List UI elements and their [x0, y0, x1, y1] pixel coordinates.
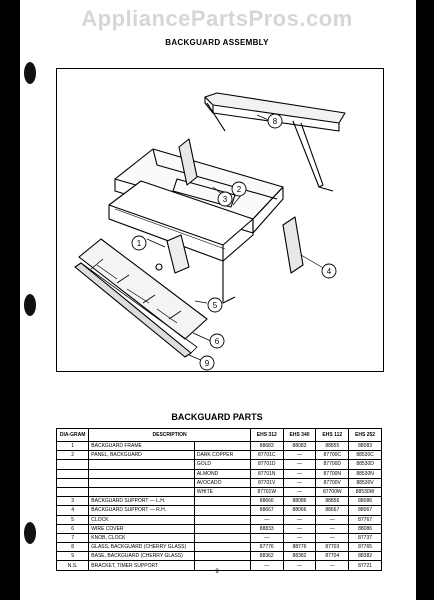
table-cell: 87701D	[250, 460, 283, 469]
table-cell: GLASS, BACKGUARD (CHERRY GLASS)	[89, 543, 195, 552]
table-row	[57, 469, 382, 478]
table-cell: WHITE	[194, 487, 250, 496]
table-cell: CLOCK	[89, 515, 195, 524]
table-cell	[194, 515, 250, 524]
table-cell: AVOCADO	[194, 478, 250, 487]
table-cell: 87701N	[250, 469, 283, 478]
column-header: DESCRIPTION	[89, 429, 251, 442]
table-cell: 88067	[349, 506, 382, 515]
table-cell: —	[316, 533, 349, 542]
right-support-part	[283, 217, 303, 273]
backguard-drawing	[57, 69, 383, 371]
table-row	[57, 515, 382, 524]
table-row	[57, 487, 382, 496]
table-cell: 88776	[283, 543, 316, 552]
table-cell: 88855	[316, 442, 349, 451]
table-cell: 5	[57, 515, 89, 524]
table-cell: PANEL, BACKGUARD	[89, 451, 195, 460]
table-cell: 88833	[250, 524, 283, 533]
table-cell	[57, 469, 89, 478]
table-cell: 88530D	[349, 460, 382, 469]
column-header: EHS 252	[349, 429, 382, 442]
table-cell: 87737	[349, 533, 382, 542]
table-cell	[89, 469, 195, 478]
table-cell: 88666	[250, 497, 283, 506]
table-cell: BACKGUARD SUPPORT — R.H.	[89, 506, 195, 515]
table-row	[57, 506, 382, 515]
parts-table	[56, 428, 382, 571]
table-cell: —	[250, 561, 283, 570]
table-cell: 88530V	[349, 478, 382, 487]
table-cell: —	[250, 533, 283, 542]
column-header: DIA-GRAM	[57, 429, 89, 442]
callout-number: 4	[326, 267, 332, 276]
table-cell: 88382	[283, 552, 316, 561]
table-cell: GOLD	[194, 460, 250, 469]
table-cell: WIRE COVER	[89, 524, 195, 533]
table-cell: 87700N	[316, 469, 349, 478]
table-cell	[194, 543, 250, 552]
table-cell: —	[283, 533, 316, 542]
table-cell: 7	[57, 533, 89, 542]
table-cell: N.S.	[57, 561, 89, 570]
column-header: EHS 112	[316, 429, 349, 442]
table-cell: 88066	[283, 506, 316, 515]
table-cell: —	[283, 515, 316, 524]
table-cell: 88382	[349, 552, 382, 561]
table-cell: —	[316, 515, 349, 524]
table-cell: DARK COPPER	[194, 451, 250, 460]
table-cell: 87776	[250, 543, 283, 552]
table-cell: 88530W	[349, 487, 382, 496]
table-cell: 87700C	[316, 451, 349, 460]
binder-hole	[24, 62, 36, 84]
table-cell: 88683	[250, 442, 283, 451]
table-header-row	[57, 429, 382, 442]
callout-number: 6	[214, 337, 220, 346]
table-cell: 3	[57, 497, 89, 506]
exploded-diagram	[56, 68, 384, 372]
table-cell: 88086	[349, 497, 382, 506]
table-cell: 87701V	[250, 478, 283, 487]
table-row	[57, 451, 382, 460]
table-cell: —	[283, 460, 316, 469]
table-cell: 2	[57, 451, 89, 460]
backguard-glass-part	[79, 239, 207, 339]
table-cell: 87703	[316, 543, 349, 552]
parts-title: BACKGUARD PARTS	[171, 412, 263, 422]
table-cell: ALMOND	[194, 469, 250, 478]
callout-number: 3	[222, 195, 228, 204]
table-row	[57, 552, 382, 561]
table-cell: —	[316, 524, 349, 533]
table-cell: 88856	[316, 497, 349, 506]
table-cell: —	[283, 451, 316, 460]
table-cell	[57, 460, 89, 469]
table-cell: 8	[57, 543, 89, 552]
table-cell: 87767	[349, 515, 382, 524]
table-cell: 87765	[349, 543, 382, 552]
table-row	[57, 497, 382, 506]
table-cell: 87701W	[250, 487, 283, 496]
table-cell: —	[250, 515, 283, 524]
table-cell: KNOB, CLOCK	[89, 533, 195, 542]
table-row	[57, 442, 382, 451]
table-row	[57, 543, 382, 552]
table-cell: —	[283, 478, 316, 487]
page-number: 9	[215, 569, 219, 575]
callout-number: 9	[204, 359, 210, 368]
table-cell: —	[283, 524, 316, 533]
callout-number: 8	[272, 117, 278, 126]
callout-number: 1	[136, 239, 142, 248]
table-cell: 4	[57, 506, 89, 515]
table-cell: 88362	[250, 552, 283, 561]
table-cell: 88667	[250, 506, 283, 515]
table-cell	[194, 506, 250, 515]
callout-number: 2	[236, 185, 242, 194]
table-cell: 87700V	[316, 478, 349, 487]
table-cell	[57, 487, 89, 496]
table-row	[57, 460, 382, 469]
table-cell: BACKGUARD FRAME	[89, 442, 195, 451]
table-cell: 9	[57, 552, 89, 561]
assembly-title: BACKGUARD ASSEMBLY	[165, 38, 269, 47]
table-cell	[89, 460, 195, 469]
table-cell: BASE, BACKGUARD (CHERRY GLASS)	[89, 552, 195, 561]
table-cell: 6	[57, 524, 89, 533]
column-header: EHS 340	[283, 429, 316, 442]
table-cell: 88667	[316, 506, 349, 515]
table-cell: —	[283, 469, 316, 478]
binder-hole	[24, 294, 36, 316]
callout-number: 5	[212, 301, 218, 310]
table-cell: —	[283, 561, 316, 570]
table-cell: BRACKET, TIMER SUPPORT	[89, 561, 195, 570]
table-cell	[194, 497, 250, 506]
table-cell: BACKGUARD SUPPORT — L.H.	[89, 497, 195, 506]
table-cell: 87704	[316, 552, 349, 561]
table-cell: 1	[57, 442, 89, 451]
table-cell	[194, 552, 250, 561]
table-cell	[57, 478, 89, 487]
table-cell: 88083	[349, 442, 382, 451]
table-cell	[194, 533, 250, 542]
table-row	[57, 478, 382, 487]
binder-hole	[24, 522, 36, 544]
table-cell: 88083	[283, 442, 316, 451]
table-cell	[194, 524, 250, 533]
table-cell: 87700W	[316, 487, 349, 496]
table-cell: —	[283, 487, 316, 496]
watermark: AppliancePartsPros.com	[81, 6, 353, 31]
table-cell	[89, 478, 195, 487]
table-cell: 88530N	[349, 469, 382, 478]
table-cell: 87721	[349, 561, 382, 570]
table-cell: —	[316, 561, 349, 570]
column-header: EHS 312	[250, 429, 283, 442]
table-cell: 88086	[283, 497, 316, 506]
table-cell	[89, 487, 195, 496]
table-cell: 88530C	[349, 451, 382, 460]
table-row	[57, 524, 382, 533]
table-cell	[194, 442, 250, 451]
table-row	[57, 533, 382, 542]
table-cell: 87700D	[316, 460, 349, 469]
table-cell: 88086	[349, 524, 382, 533]
table-cell: 87701C	[250, 451, 283, 460]
